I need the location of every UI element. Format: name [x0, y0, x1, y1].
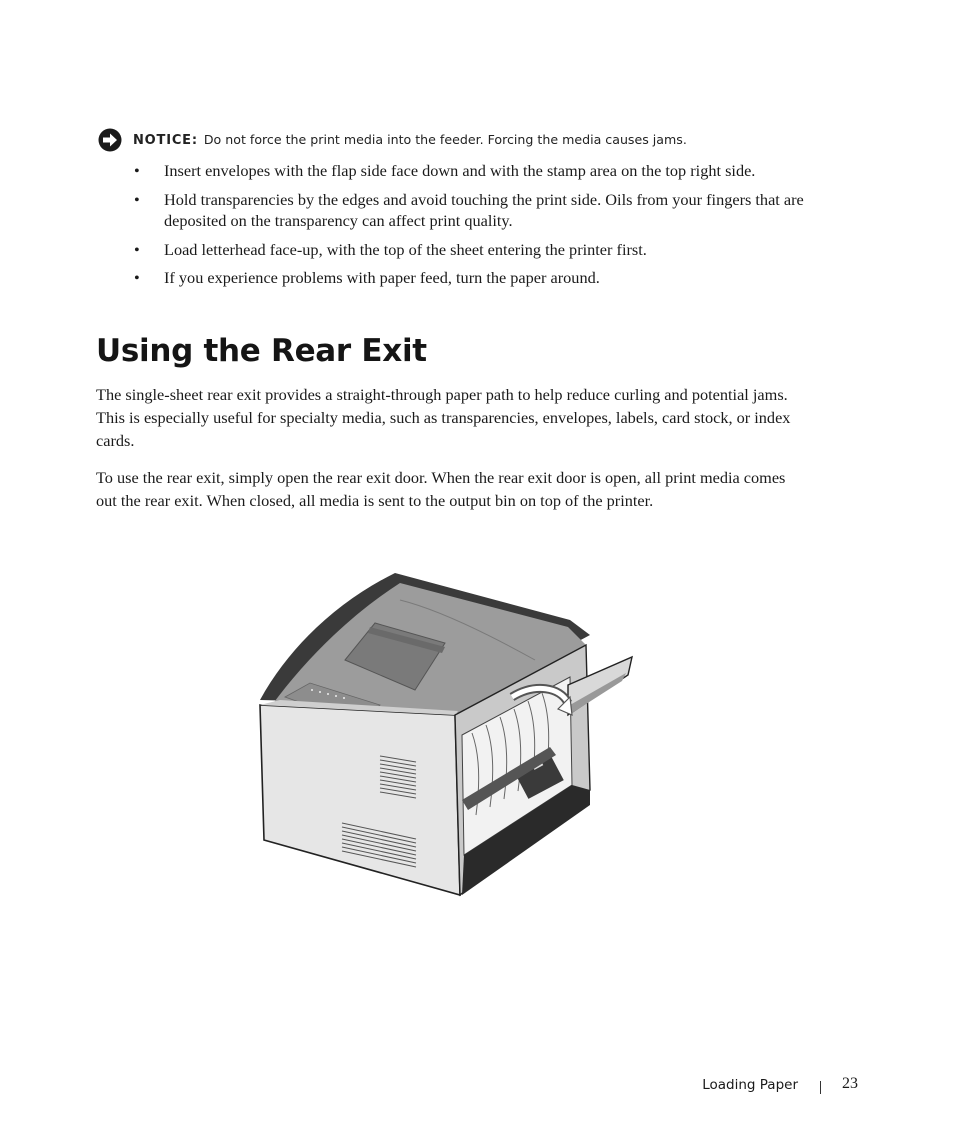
- list-item-text: Load letterhead face-up, with the top of the sheet entering the printer first.: [164, 239, 647, 259]
- list-item: [134, 189, 814, 232]
- list-item: [134, 267, 814, 289]
- tips-bullet-list: [134, 160, 814, 296]
- section-title: Using the Rear Exit: [96, 333, 427, 369]
- bullet-glyph: •: [134, 161, 140, 180]
- bullet-glyph: •: [134, 189, 140, 209]
- printer-rear-exit-illustration: [250, 565, 640, 905]
- footer-separator: [820, 1081, 821, 1094]
- page-number: 23: [842, 1075, 858, 1092]
- bullet-glyph: •: [134, 268, 140, 287]
- rear-exit-instructions: To use the rear exit, simply open the rear exit door. When the rear exit door is open, all print media comes out the rear exit. When closed, all media is sent to the output bin on top of the printer.: [96, 468, 786, 510]
- notice-message: Do not force the print media into the feeder. Forcing the media causes jams.: [203, 132, 687, 147]
- list-item: [134, 239, 814, 261]
- notice-text-line: [133, 132, 687, 148]
- bullet-glyph: •: [134, 239, 140, 259]
- list-item-text: If you experience problems with paper feed, turn the paper around.: [164, 268, 600, 287]
- notice-label: NOTICE:: [133, 133, 198, 148]
- rear-exit-description: The single-sheet rear exit provides a straight-through paper path to help reduce curling and potential jams. This is especially useful for specialty media, such as transparencies, envelopes, labels, card stock, or index cards.: [96, 385, 791, 450]
- list-item-text: Insert envelopes with the flap side face down and with the stamp area on the top right side.: [164, 161, 756, 180]
- list-item: [134, 160, 814, 182]
- footer-section-name: Loading Paper: [702, 1077, 798, 1093]
- list-item-text: Hold transparencies by the edges and avoid touching the print side. Oils from your fingers that are deposited on the transparency can affect print quality.: [164, 189, 804, 230]
- notice-arrow-icon: [98, 128, 122, 152]
